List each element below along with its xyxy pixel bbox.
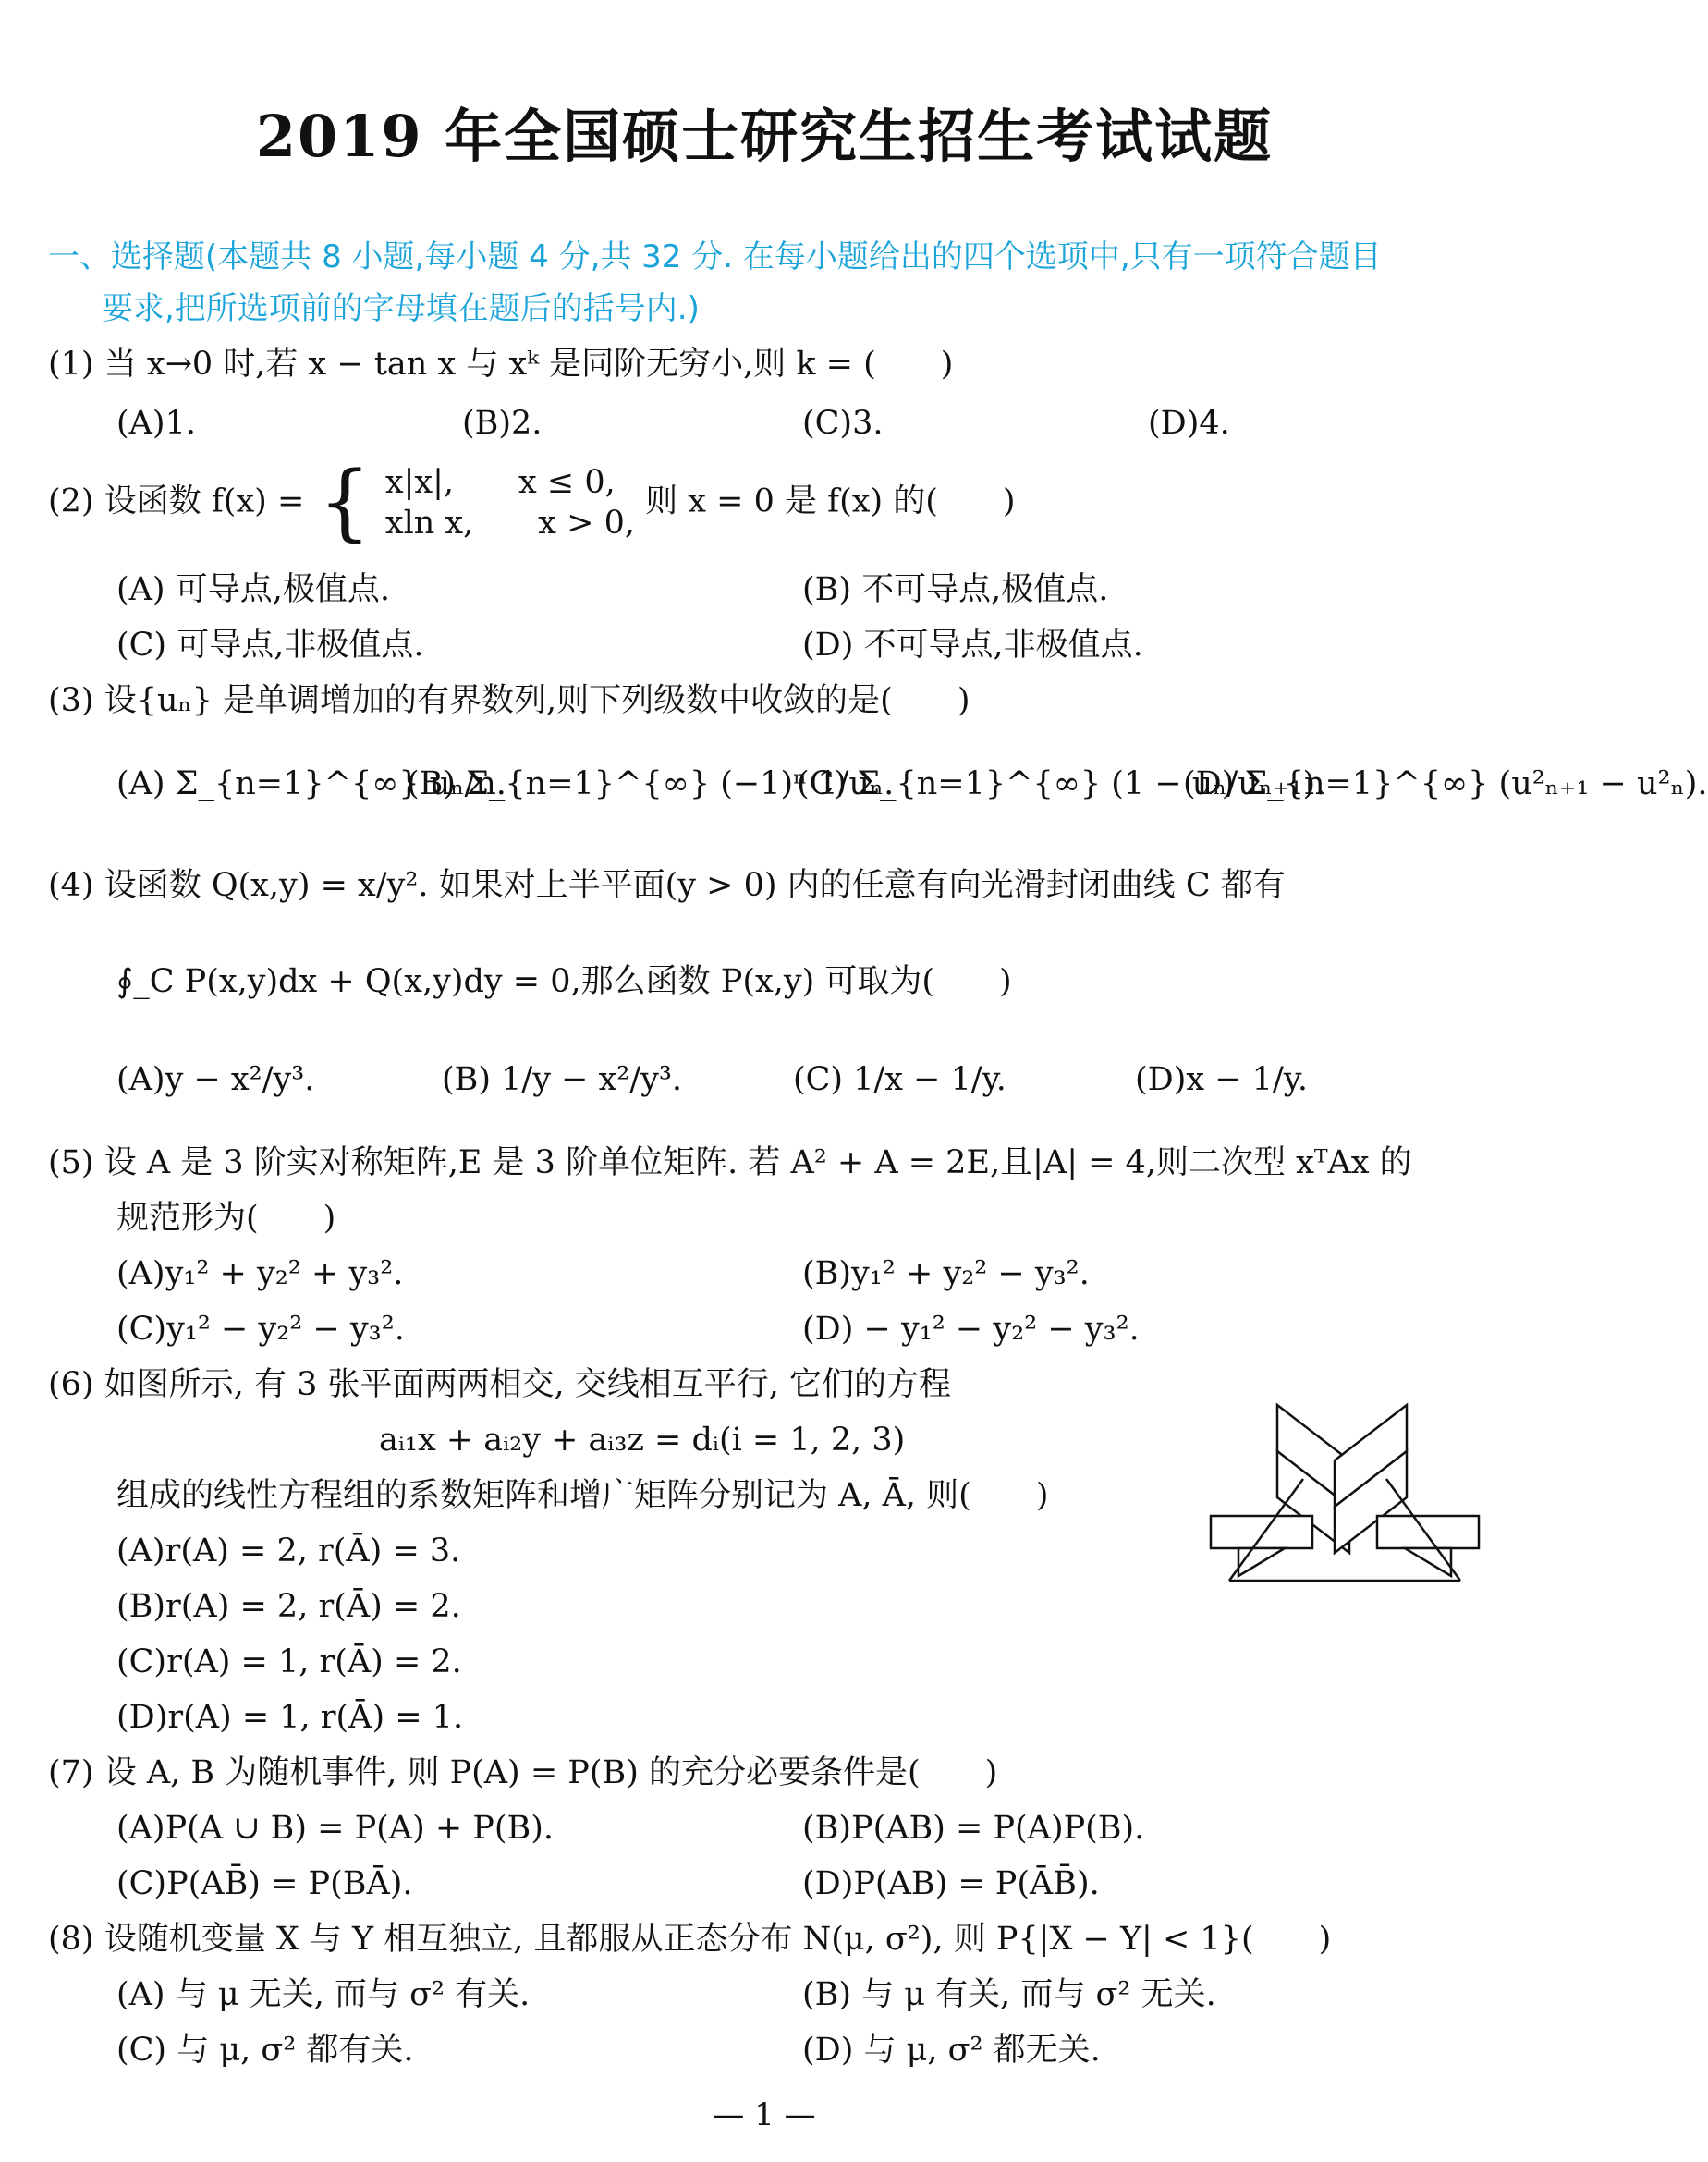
q6-option-a: (A)r(A) = 2, r(Ā) = 3. [116, 1533, 461, 1570]
q1-option-b: (B)2. [462, 405, 543, 442]
q6-option-d: (D)r(A) = 1, r(Ā) = 1. [116, 1699, 464, 1736]
section-header-line-2: 要求,把所选项前的字母填在题后的括号内.) [102, 290, 700, 327]
q4-option-d: (D)x − 1/y. [1135, 1061, 1308, 1098]
q2-option-c: (C) 可导点,非极值点. [116, 627, 424, 664]
q3-option-a: (A) Σ_{n=1}^{∞} uₙ/n. [116, 765, 506, 802]
q8-option-d: (D) 与 μ, σ² 都无关. [802, 2032, 1101, 2069]
q6-option-b: (B)r(A) = 2, r(Ā) = 2. [116, 1588, 461, 1625]
q2-case-1: x|x|, x ≤ 0, [384, 464, 616, 501]
q4-stem-1: (4) 设函数 Q(x,y) = x/y². 如果对上半平面(y > 0) 内的任意有向光滑封闭曲线 C 都有 [48, 867, 1286, 904]
q6-equation: aᵢ₁x + aᵢ₂y + aᵢ₃z = dᵢ(i = 1, 2, 3) [379, 1422, 906, 1459]
q5-stem-1: (5) 设 A 是 3 阶实对称矩阵,E 是 3 阶单位矩阵. 若 A² + A = 2E,且|A| = 4,则二次型 xᵀAx 的 [48, 1144, 1412, 1181]
q2-option-a: (A) 可导点,极值点. [116, 571, 390, 608]
q5-option-b: (B)y₁² + y₂² − y₃². [802, 1255, 1090, 1292]
q3-option-b: (B) Σ_{n=1}^{∞} (−1)ⁿ 1/uₙ. [407, 765, 895, 802]
q2-stem [48, 454, 1016, 551]
q2-case-2: xln x, x > 0, [384, 505, 636, 542]
q2-piecewise-cases [385, 462, 635, 544]
q5-option-d: (D) − y₁² − y₂² − y₃². [802, 1311, 1140, 1348]
q4-stem-2: ∮_C P(x,y)dx + Q(x,y)dy = 0,那么函数 P(x,y) 可取为( ) [116, 963, 1012, 1000]
figure-plane-horizontal-left [1211, 1516, 1312, 1548]
q4-option-c: (C) 1/x − 1/y. [793, 1061, 1006, 1098]
q2-prefix: (2) 设函数 f(x) = [48, 482, 315, 520]
q3-stem: (3) 设{uₙ} 是单调增加的有界数列,则下列级数中收敛的是( ) [48, 682, 970, 719]
page-title: 2019 年全国硕士研究生招生考试试题 [255, 103, 1274, 170]
q1-option-d: (D)4. [1148, 405, 1230, 442]
q7-option-c: (C)P(AB̄) = P(BĀ). [116, 1865, 413, 1902]
three-planes-figure [1211, 1405, 1479, 1618]
left-brace-icon: { [318, 454, 372, 551]
figure-plane-horizontal-right [1377, 1516, 1479, 1548]
q7-option-d: (D)P(AB) = P(ĀB̄). [802, 1865, 1100, 1902]
q5-stem-2: 规范形为( ) [116, 1200, 336, 1237]
q2-option-d: (D) 不可导点,非极值点. [802, 627, 1143, 664]
q1-option-a: (A)1. [116, 405, 196, 442]
figure-plane-bottom-left [1238, 1548, 1285, 1576]
section-header-line-1: 一、选择题(本题共 8 小题,每小题 4 分,共 32 分. 在每小题给出的四个选项中,只有一项符合题目 [48, 238, 1382, 275]
q8-option-a: (A) 与 μ 无关, 而与 σ² 有关. [116, 1976, 531, 2013]
q8-stem: (8) 设随机变量 X 与 Y 相互独立, 且都服从正态分布 N(μ, σ²), 则 P{|X − Y| < 1}( ) [48, 1921, 1332, 1958]
q6-option-c: (C)r(A) = 1, r(Ā) = 2. [116, 1643, 462, 1680]
section-header [48, 231, 1490, 335]
q6-stem-1: (6) 如图所示, 有 3 张平面两两相交, 交线相互平行, 它们的方程 [48, 1366, 951, 1403]
q7-stem: (7) 设 A, B 为随机事件, 则 P(A) = P(B) 的充分必要条件是( ) [48, 1754, 998, 1791]
q1-option-c: (C)3. [802, 405, 884, 442]
page-number: — 1 — [713, 2096, 816, 2133]
q3-option-d: (D) Σ_{n=1}^{∞} (u²ₙ₊₁ − u²ₙ). [1183, 765, 1708, 802]
q2-option-b: (B) 不可导点,极值点. [802, 571, 1109, 608]
q2-suffix: 则 x = 0 是 f(x) 的( ) [645, 482, 1016, 520]
figure-plane-bottom-right [1405, 1548, 1451, 1576]
q5-option-c: (C)y₁² − y₂² − y₃². [116, 1311, 405, 1348]
q7-option-b: (B)P(AB) = P(A)P(B). [802, 1810, 1145, 1847]
q8-option-c: (C) 与 μ, σ² 都有关. [116, 2032, 414, 2069]
q4-option-a: (A)y − x²/y³. [116, 1061, 315, 1098]
q3-option-c: (C) Σ_{n=1}^{∞} (1 − uₙ/uₙ₊₁). [797, 765, 1326, 802]
q1-stem: (1) 当 x→0 时,若 x − tan x 与 xᵏ 是同阶无穷小,则 k = ( ) [48, 346, 954, 383]
q7-option-a: (A)P(A ∪ B) = P(A) + P(B). [116, 1810, 555, 1847]
q5-option-a: (A)y₁² + y₂² + y₃². [116, 1255, 404, 1292]
q8-option-b: (B) 与 μ 有关, 而与 σ² 无关. [802, 1976, 1216, 2013]
q4-option-b: (B) 1/y − x²/y³. [442, 1061, 683, 1098]
q6-stem-2: 组成的线性方程组的系数矩阵和增广矩阵分别记为 A, Ā, 则( ) [116, 1477, 1049, 1514]
